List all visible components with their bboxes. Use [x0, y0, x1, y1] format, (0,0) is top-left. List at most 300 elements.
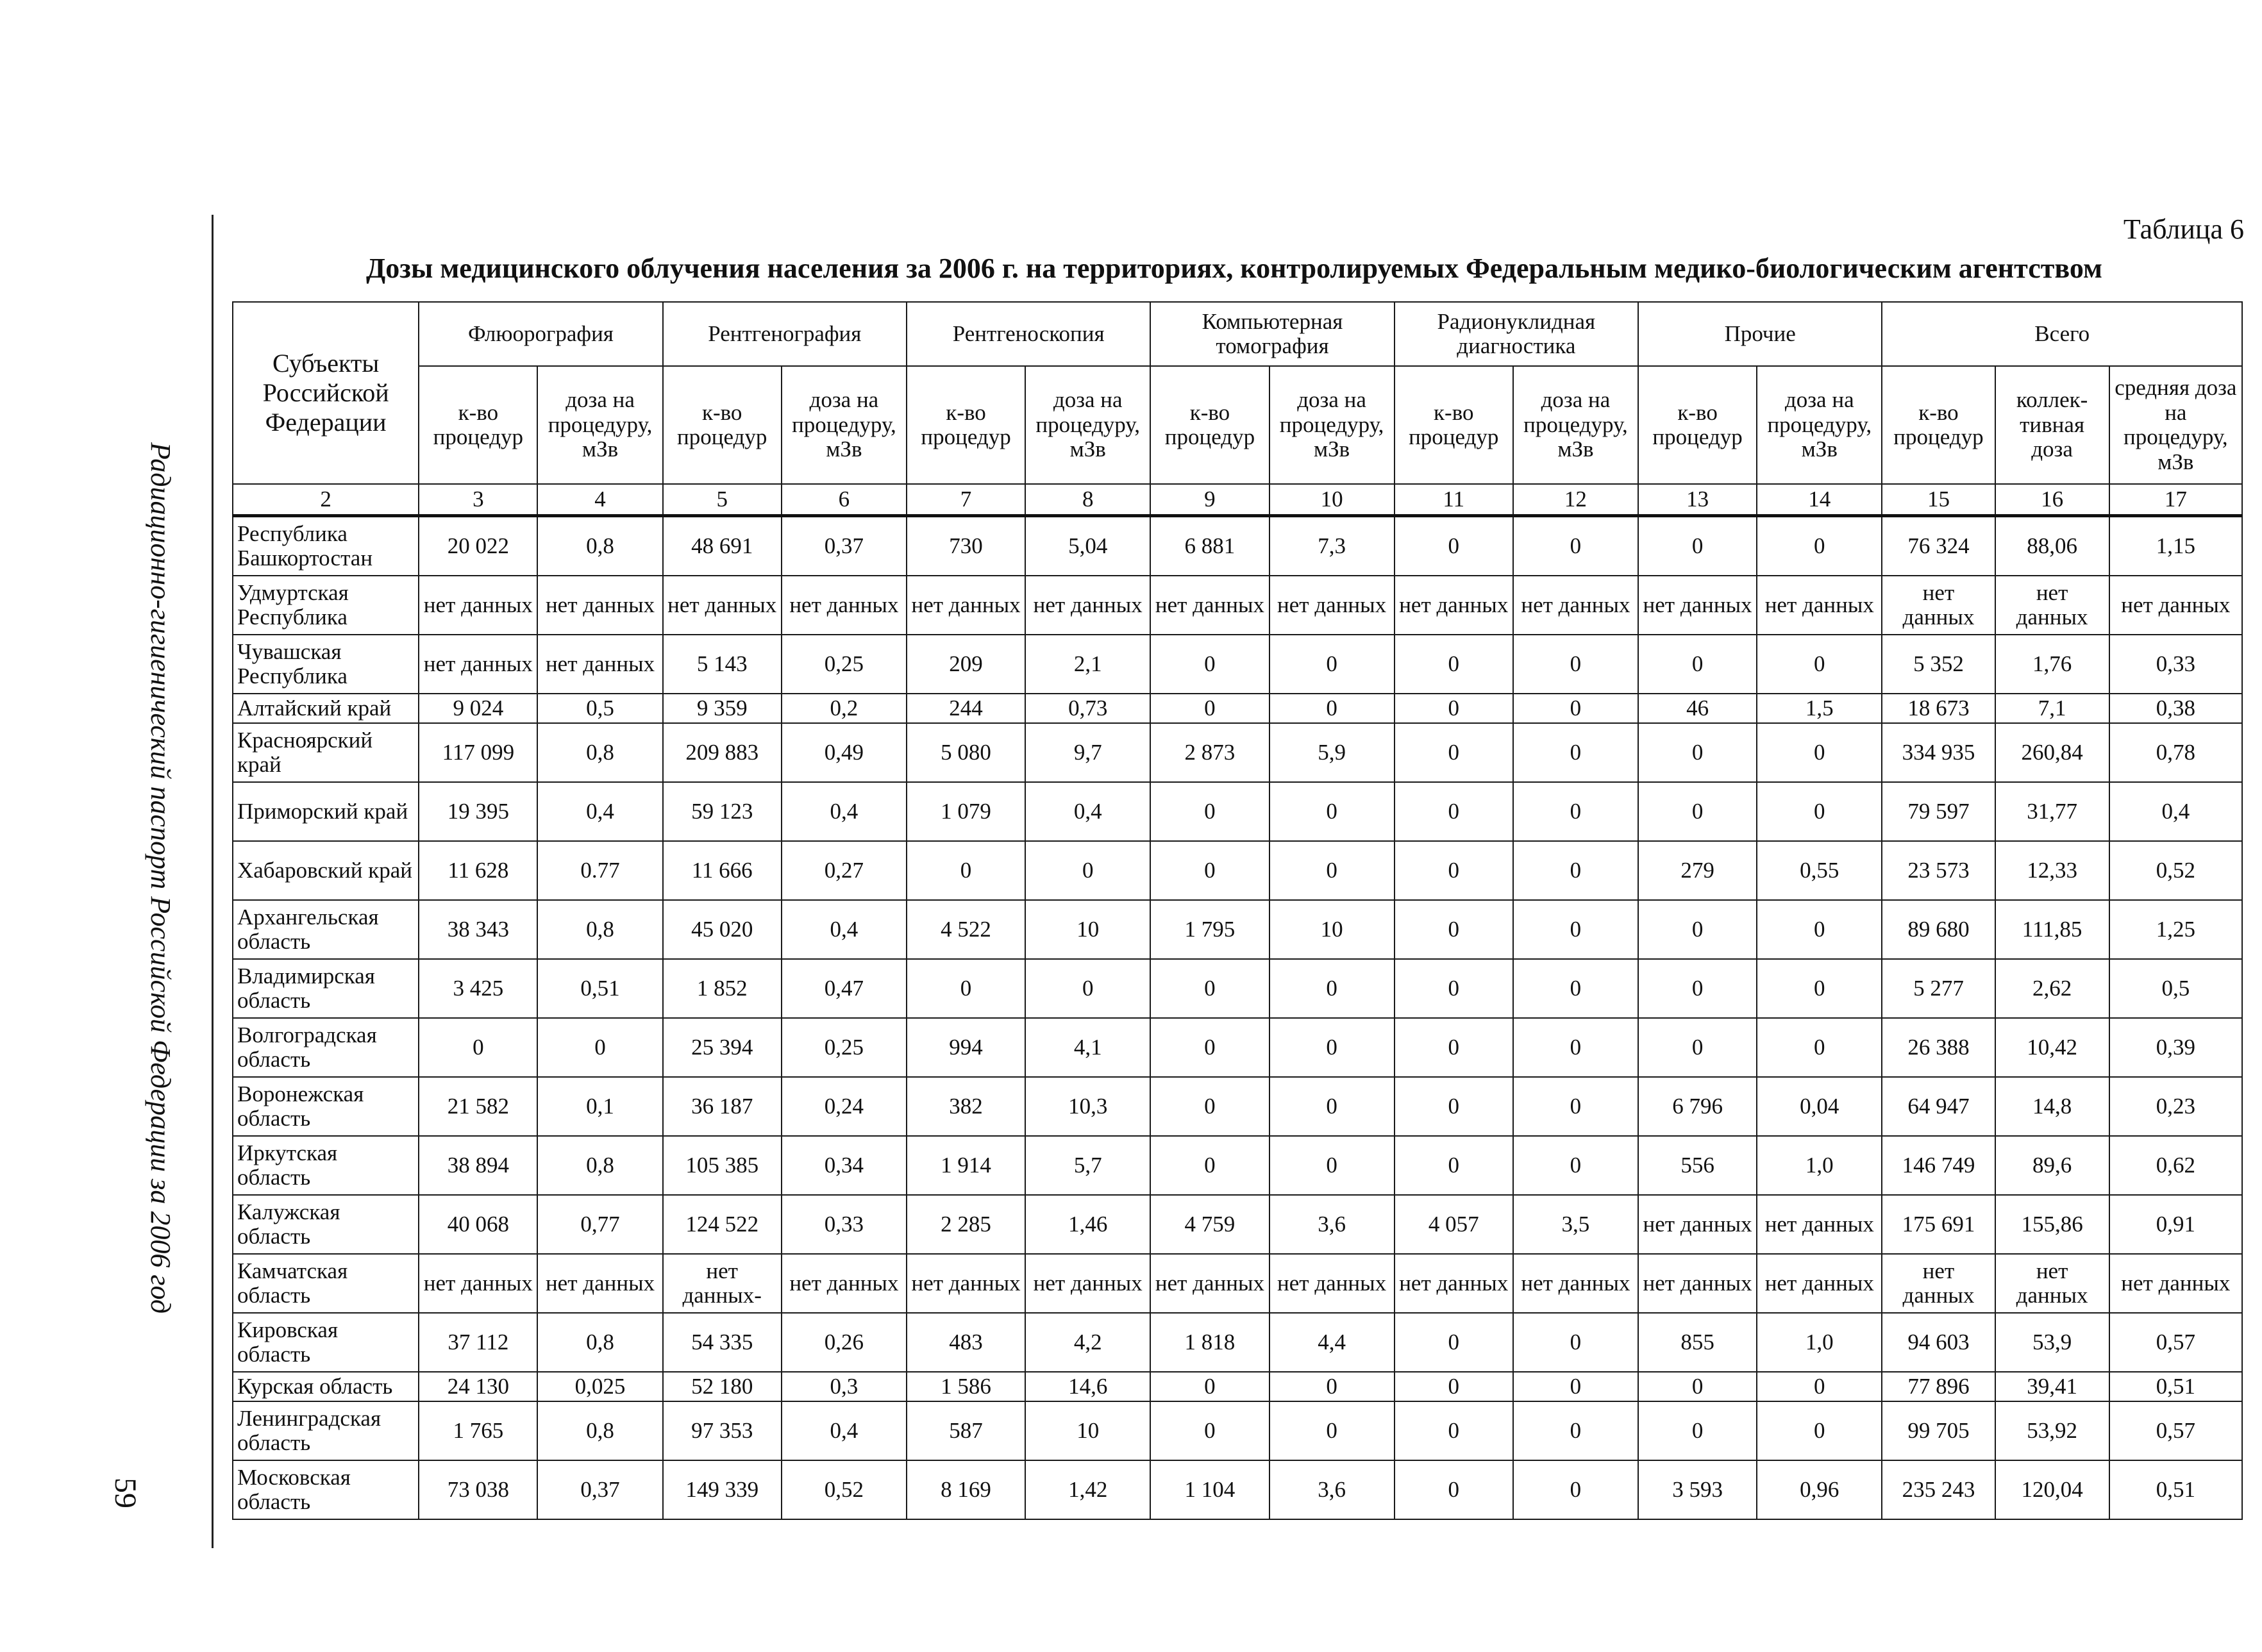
region-name: Московская область — [233, 1460, 419, 1519]
column-number: 13 — [1638, 484, 1757, 516]
table-cell: 0 — [1513, 841, 1638, 900]
table-cell: нет данных — [419, 576, 537, 635]
header-collective-dose: коллек-тивная доза — [1995, 366, 2109, 484]
region-name: Воронежская область — [233, 1077, 419, 1136]
margin-line — [212, 215, 214, 1548]
table-cell: 0,96 — [1757, 1460, 1882, 1519]
table-cell: 1,0 — [1757, 1136, 1882, 1195]
column-number: 4 — [537, 484, 662, 516]
table-cell: 0,27 — [782, 841, 907, 900]
table-cell: 23 573 — [1882, 841, 1995, 900]
table-cell: 0,24 — [782, 1077, 907, 1136]
table-cell: 0,4 — [782, 782, 907, 841]
table-cell: 0,57 — [2109, 1401, 2242, 1460]
table-cell: 0,57 — [2109, 1313, 2242, 1372]
table-cell: 11 628 — [419, 841, 537, 900]
table-cell: 0 — [1150, 841, 1269, 900]
table-cell: 0 — [1513, 723, 1638, 782]
table-cell: 105 385 — [663, 1136, 782, 1195]
table-cell: 0 — [1513, 1372, 1638, 1401]
header-group-fluorography: Флюорография — [419, 302, 662, 366]
table-cell: 0 — [1757, 1018, 1882, 1077]
table-cell: нет данных — [1395, 1254, 1513, 1313]
table-cell: 0,51 — [2109, 1372, 2242, 1401]
table-cell: нет данных — [419, 1254, 537, 1313]
table-cell: нет данных — [1995, 576, 2109, 635]
table-cell: 0,4 — [537, 782, 662, 841]
table-row — [233, 1254, 2242, 1313]
table-cell: 0,37 — [537, 1460, 662, 1519]
table-cell: 0 — [1395, 1136, 1513, 1195]
table-cell: 0 — [1395, 723, 1513, 782]
header-dose: доза на процедуру, мЗв — [1269, 366, 1395, 484]
table-cell: 5 080 — [907, 723, 1025, 782]
table-cell: 0,26 — [782, 1313, 907, 1372]
header-group-total: Всего — [1882, 302, 2242, 366]
table-cell: 5 277 — [1882, 959, 1995, 1018]
table-row — [233, 694, 2242, 723]
table-cell: нет данных — [419, 635, 537, 694]
region-name: Кировская область — [233, 1313, 419, 1372]
table-cell: 0 — [537, 1018, 662, 1077]
column-number: 11 — [1395, 484, 1513, 516]
table-row — [233, 576, 2242, 635]
region-name: Иркутская область — [233, 1136, 419, 1195]
table-row — [233, 1018, 2242, 1077]
table-cell: нет данных- — [663, 1254, 782, 1313]
header-dose: доза на процедуру, мЗв — [782, 366, 907, 484]
table-cell: 0,47 — [782, 959, 907, 1018]
table-cell: нет данных — [1269, 1254, 1395, 1313]
table-row — [233, 1313, 2242, 1372]
table-cell: 0,4 — [782, 1401, 907, 1460]
table-cell: 0 — [1395, 1018, 1513, 1077]
table-cell: 556 — [1638, 1136, 1757, 1195]
table-cell: нет данных — [1025, 1254, 1150, 1313]
table-cell: нет данных — [663, 576, 782, 635]
table-cell: 0 — [907, 959, 1025, 1018]
table-cell: 0 — [1395, 841, 1513, 900]
table-cell: нет данных — [1757, 1195, 1882, 1254]
table-cell: 18 673 — [1882, 694, 1995, 723]
table-cell: 1 914 — [907, 1136, 1025, 1195]
table-cell: 175 691 — [1882, 1195, 1995, 1254]
table-cell: 31,77 — [1995, 782, 2109, 841]
table-row — [233, 900, 2242, 959]
table-cell: 0 — [907, 841, 1025, 900]
table-cell: 0,1 — [537, 1077, 662, 1136]
column-number-row — [233, 484, 2242, 516]
table-cell: 0,5 — [537, 694, 662, 723]
table-cell: 0 — [1025, 841, 1150, 900]
table-cell: 0 — [1513, 1460, 1638, 1519]
table-cell: 994 — [907, 1018, 1025, 1077]
table-cell: 0 — [1757, 1401, 1882, 1460]
table-cell: 38 894 — [419, 1136, 537, 1195]
table-cell: 3,6 — [1269, 1195, 1395, 1254]
table-body — [233, 516, 2242, 1520]
table-cell: 10,42 — [1995, 1018, 2109, 1077]
table-cell: 0 — [1638, 723, 1757, 782]
table-cell: 0,73 — [1025, 694, 1150, 723]
table-cell: 36 187 — [663, 1077, 782, 1136]
table-cell: 1,0 — [1757, 1313, 1882, 1372]
table-cell: 25 394 — [663, 1018, 782, 1077]
table-cell: 0 — [1638, 1372, 1757, 1401]
table-cell: 53,9 — [1995, 1313, 2109, 1372]
table-row — [233, 1077, 2242, 1136]
table-cell: 0,62 — [2109, 1136, 2242, 1195]
table-cell: нет данных — [1995, 1254, 2109, 1313]
table-cell: 37 112 — [419, 1313, 537, 1372]
region-name: Курская область — [233, 1372, 419, 1401]
table-cell: 5,7 — [1025, 1136, 1150, 1195]
table-cell: 0 — [1269, 694, 1395, 723]
table-cell: 209 — [907, 635, 1025, 694]
column-number: 3 — [419, 484, 537, 516]
table-cell: 0 — [1638, 635, 1757, 694]
region-name: Красноярский край — [233, 723, 419, 782]
table-cell: 48 691 — [663, 516, 782, 576]
table-cell: 0,34 — [782, 1136, 907, 1195]
table-cell: 8 169 — [907, 1460, 1025, 1519]
column-number: 9 — [1150, 484, 1269, 516]
table-cell: 0 — [1269, 1401, 1395, 1460]
table-cell: 4 057 — [1395, 1195, 1513, 1254]
table-cell: 0 — [1150, 959, 1269, 1018]
table-cell: 483 — [907, 1313, 1025, 1372]
table-cell: 0 — [1395, 959, 1513, 1018]
table-cell: 97 353 — [663, 1401, 782, 1460]
table-cell: 0 — [1757, 959, 1882, 1018]
table-cell: 587 — [907, 1401, 1025, 1460]
table-cell: 0 — [1638, 1018, 1757, 1077]
table-cell: 0,04 — [1757, 1077, 1882, 1136]
table-cell: 40 068 — [419, 1195, 537, 1254]
table-cell: 76 324 — [1882, 516, 1995, 576]
table-row — [233, 1195, 2242, 1254]
table-cell: 1,15 — [2109, 516, 2242, 576]
table-cell: 0 — [1513, 635, 1638, 694]
table-cell: нет данных — [2109, 576, 2242, 635]
table-cell: 77 896 — [1882, 1372, 1995, 1401]
table-cell: 0 — [1757, 782, 1882, 841]
table-cell: 0,3 — [782, 1372, 907, 1401]
table-cell: 9 024 — [419, 694, 537, 723]
table-cell: 0,91 — [2109, 1195, 2242, 1254]
table-cell: 1 852 — [663, 959, 782, 1018]
header-row-subcolumns — [233, 366, 2242, 484]
table-cell: 0.77 — [537, 841, 662, 900]
table-cell: 0 — [1513, 1018, 1638, 1077]
table-cell: 0 — [1757, 900, 1882, 959]
table-cell: 0,55 — [1757, 841, 1882, 900]
table-cell: 2 285 — [907, 1195, 1025, 1254]
table-cell: 52 180 — [663, 1372, 782, 1401]
header-dose: доза на процедуру, мЗв — [1025, 366, 1150, 484]
table-cell: 0 — [1395, 1401, 1513, 1460]
table-cell: 0,4 — [782, 900, 907, 959]
table-cell: 0,25 — [782, 1018, 907, 1077]
table-cell: 21 582 — [419, 1077, 537, 1136]
table-cell: 0 — [1757, 635, 1882, 694]
table-cell: 79 597 — [1882, 782, 1995, 841]
dose-table — [232, 301, 2243, 1520]
table-cell: 4,2 — [1025, 1313, 1150, 1372]
region-name: Чувашская Республика — [233, 635, 419, 694]
table-cell: нет данных — [1513, 1254, 1638, 1313]
table-cell: 2,1 — [1025, 635, 1150, 694]
table-cell: 1,25 — [2109, 900, 2242, 959]
table-cell: 0,38 — [2109, 694, 2242, 723]
table-row — [233, 1372, 2242, 1401]
header-average-dose: средняя доза на процедуру, мЗв — [2109, 366, 2242, 484]
header-row-groups — [233, 302, 2242, 366]
table-cell: нет данных — [1882, 1254, 1995, 1313]
table-cell: 0 — [1395, 782, 1513, 841]
table-cell: 73 038 — [419, 1460, 537, 1519]
table-cell: 0,33 — [2109, 635, 2242, 694]
region-name: Камчатская область — [233, 1254, 419, 1313]
table-cell: 0 — [1150, 1372, 1269, 1401]
table-cell: 0 — [1513, 959, 1638, 1018]
region-name: Удмуртская Республика — [233, 576, 419, 635]
table-cell: 4 759 — [1150, 1195, 1269, 1254]
table-cell: 0 — [1395, 694, 1513, 723]
table-cell: 0 — [1513, 1077, 1638, 1136]
table-cell: 14,8 — [1995, 1077, 2109, 1136]
table-cell: 0 — [1269, 782, 1395, 841]
table-cell: 88,06 — [1995, 516, 2109, 576]
table-cell: 1,76 — [1995, 635, 2109, 694]
table-cell: 0 — [1150, 782, 1269, 841]
table-cell: нет данных — [1757, 1254, 1882, 1313]
table-cell: 0,49 — [782, 723, 907, 782]
table-cell: 0 — [1395, 900, 1513, 959]
table-cell: 0 — [1513, 900, 1638, 959]
table-cell: нет данных — [1638, 1254, 1757, 1313]
table-cell: 0,8 — [537, 1401, 662, 1460]
table-cell: 64 947 — [1882, 1077, 1995, 1136]
table-cell: 0,8 — [537, 723, 662, 782]
table-cell: 5 143 — [663, 635, 782, 694]
table-caption: Таблица 6 — [2123, 213, 2244, 245]
table-row — [233, 723, 2242, 782]
table-cell: 0 — [1513, 782, 1638, 841]
table-cell: 59 123 — [663, 782, 782, 841]
table-cell: 7,3 — [1269, 516, 1395, 576]
table-cell: 0,39 — [2109, 1018, 2242, 1077]
region-name: Архангельская область — [233, 900, 419, 959]
table-cell: 0,52 — [782, 1460, 907, 1519]
table-cell: нет данных — [907, 576, 1025, 635]
table-cell: 0,52 — [2109, 841, 2242, 900]
table-cell: нет данных — [1269, 576, 1395, 635]
table-cell: нет данных — [2109, 1254, 2242, 1313]
table-row — [233, 1136, 2242, 1195]
table-cell: 0,025 — [537, 1372, 662, 1401]
table-cell: 0 — [419, 1018, 537, 1077]
table-cell: 0,23 — [2109, 1077, 2242, 1136]
table-cell: 99 705 — [1882, 1401, 1995, 1460]
table-cell: 12,33 — [1995, 841, 2109, 900]
header-dose: доза на процедуру, мЗв — [1513, 366, 1638, 484]
header-group-ct: Компьютерная томография — [1150, 302, 1394, 366]
table-cell: 149 339 — [663, 1460, 782, 1519]
table-cell: 146 749 — [1882, 1136, 1995, 1195]
table-cell: 730 — [907, 516, 1025, 576]
table-cell: 0 — [1150, 635, 1269, 694]
header-count: к-во процедур — [1882, 366, 1995, 484]
table-cell: 0 — [1269, 1018, 1395, 1077]
table-cell: 5 352 — [1882, 635, 1995, 694]
table-cell: 244 — [907, 694, 1025, 723]
table-cell: 45 020 — [663, 900, 782, 959]
table-cell: 0 — [1638, 516, 1757, 576]
table-cell: 124 522 — [663, 1195, 782, 1254]
table-cell: 24 130 — [419, 1372, 537, 1401]
table-cell: 5,9 — [1269, 723, 1395, 782]
table-cell: 4,1 — [1025, 1018, 1150, 1077]
header-count: к-во процедур — [1150, 366, 1269, 484]
table-cell: 0 — [1757, 723, 1882, 782]
column-number: 2 — [233, 484, 419, 516]
table-cell: 0 — [1395, 1460, 1513, 1519]
table-row — [233, 635, 2242, 694]
table-cell: 0,2 — [782, 694, 907, 723]
table-cell: 0 — [1513, 1136, 1638, 1195]
table-cell: 6 796 — [1638, 1077, 1757, 1136]
table-cell: 0,4 — [1025, 782, 1150, 841]
table-cell: нет данных — [1882, 576, 1995, 635]
region-name: Владимирская область — [233, 959, 419, 1018]
region-name: Ленинградская область — [233, 1401, 419, 1460]
header-dose: доза на процедуру, мЗв — [1757, 366, 1882, 484]
table-cell: 0 — [1638, 959, 1757, 1018]
table-cell: 0 — [1150, 1018, 1269, 1077]
table-cell: 0,5 — [2109, 959, 2242, 1018]
table-cell: 0 — [1269, 1372, 1395, 1401]
header-group-radiography: Рентгенография — [663, 302, 907, 366]
table-cell: 155,86 — [1995, 1195, 2109, 1254]
table-cell: 0 — [1395, 1313, 1513, 1372]
table-cell: 0 — [1757, 516, 1882, 576]
table-cell: 1 795 — [1150, 900, 1269, 959]
region-name: Калужская область — [233, 1195, 419, 1254]
document-title: Дозы медицинского облучения населения за 2006 г. на территориях, контролируемых Федеральным медико-биологическим агентством — [366, 253, 2102, 284]
table-cell: 111,85 — [1995, 900, 2109, 959]
table-cell: 3,5 — [1513, 1195, 1638, 1254]
header-group-other: Прочие — [1638, 302, 1882, 366]
table-cell: 0 — [1513, 694, 1638, 723]
table-cell: 0 — [1395, 516, 1513, 576]
table-cell: 1,46 — [1025, 1195, 1150, 1254]
table-cell: 0 — [1513, 516, 1638, 576]
table-cell: 0 — [1269, 1077, 1395, 1136]
table-cell: нет данных — [537, 576, 662, 635]
table-cell: 0,25 — [782, 635, 907, 694]
table-cell: 14,6 — [1025, 1372, 1150, 1401]
table-cell: 1 586 — [907, 1372, 1025, 1401]
table-cell: 0,77 — [537, 1195, 662, 1254]
table-cell: 3 425 — [419, 959, 537, 1018]
table-cell: 0 — [1513, 1313, 1638, 1372]
column-number: 8 — [1025, 484, 1150, 516]
table-cell: 0,4 — [2109, 782, 2242, 841]
table-cell: 0 — [1395, 1372, 1513, 1401]
table-row — [233, 782, 2242, 841]
column-number: 7 — [907, 484, 1025, 516]
table-cell: нет данных — [1638, 576, 1757, 635]
column-number: 17 — [2109, 484, 2242, 516]
table-cell: нет данных — [1150, 1254, 1269, 1313]
table-row — [233, 1460, 2242, 1519]
table-cell: нет данных — [907, 1254, 1025, 1313]
column-number: 14 — [1757, 484, 1882, 516]
table-cell: 0 — [1513, 1401, 1638, 1460]
table-cell: 0,8 — [537, 900, 662, 959]
table-cell: 0,8 — [537, 1313, 662, 1372]
column-number: 15 — [1882, 484, 1995, 516]
table-cell: 0 — [1269, 635, 1395, 694]
table-cell: 235 243 — [1882, 1460, 1995, 1519]
table-cell: 0 — [1150, 1401, 1269, 1460]
table-cell: 1 765 — [419, 1401, 537, 1460]
table-cell: 2,62 — [1995, 959, 2109, 1018]
table-cell: 0 — [1638, 782, 1757, 841]
table-cell: 0 — [1269, 841, 1395, 900]
region-name: Приморский край — [233, 782, 419, 841]
region-name: Волгоградская область — [233, 1018, 419, 1077]
table-cell: 54 335 — [663, 1313, 782, 1372]
table-cell: 855 — [1638, 1313, 1757, 1372]
table-cell: нет данных — [782, 1254, 907, 1313]
table-cell: 46 — [1638, 694, 1757, 723]
table-cell: 89,6 — [1995, 1136, 2109, 1195]
table-cell: 9 359 — [663, 694, 782, 723]
table-cell: 0 — [1269, 959, 1395, 1018]
table-cell: 0 — [1638, 900, 1757, 959]
page-number: 59 — [108, 1478, 142, 1508]
table-cell: 10 — [1025, 900, 1150, 959]
table-cell: 39,41 — [1995, 1372, 2109, 1401]
table-cell: 1,42 — [1025, 1460, 1150, 1519]
table-cell: 0,51 — [2109, 1460, 2242, 1519]
table-cell: нет данных — [1757, 576, 1882, 635]
header-count: к-во процедур — [1395, 366, 1513, 484]
table-cell: 11 666 — [663, 841, 782, 900]
table-cell: 117 099 — [419, 723, 537, 782]
table-cell: 0 — [1269, 1136, 1395, 1195]
table-row — [233, 516, 2242, 576]
table-cell: 3 593 — [1638, 1460, 1757, 1519]
column-number: 12 — [1513, 484, 1638, 516]
table-row — [233, 841, 2242, 900]
table-cell: 0 — [1150, 694, 1269, 723]
column-number: 16 — [1995, 484, 2109, 516]
table-cell: нет данных — [1395, 576, 1513, 635]
table-row — [233, 1401, 2242, 1460]
header-region: Субъекты Российской Федерации — [233, 302, 419, 484]
table-cell: 10 — [1025, 1401, 1150, 1460]
table-cell: 1 104 — [1150, 1460, 1269, 1519]
table-cell: 209 883 — [663, 723, 782, 782]
side-title: Радиационно-гигиенический паспорт Российской Федерации за 2006 год — [145, 442, 176, 1314]
header-group-radionuclide: Радионуклидная диагностика — [1395, 302, 1638, 366]
column-number: 10 — [1269, 484, 1395, 516]
table-cell: 0 — [1025, 959, 1150, 1018]
table-cell: 0,37 — [782, 516, 907, 576]
